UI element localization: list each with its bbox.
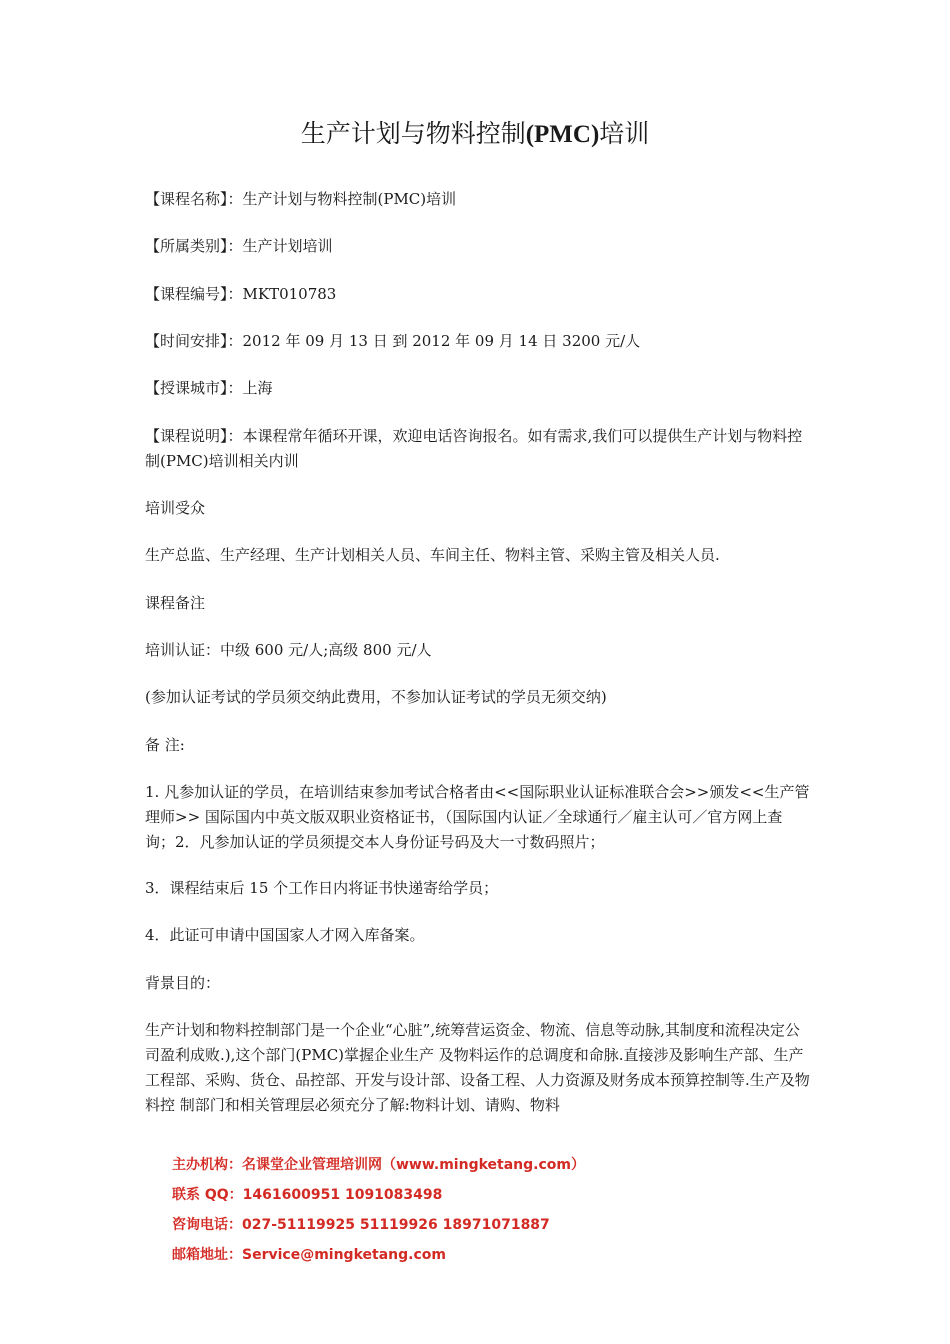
- course-code-line: 【课程编号】：MKT010783: [145, 285, 337, 303]
- title-text-pre: 生产计划与物料控制: [300, 119, 526, 148]
- contact-email: 邮箱地址：Service@mingketang.com: [172, 1247, 446, 1263]
- notes-item-4: 4．此证可申请中国国家人才网入库备案。: [145, 926, 425, 944]
- host-organization: 主办机构：名课堂企业管理培训网（www.mingketang.com）: [172, 1157, 585, 1173]
- audience-text: 生产总监、生产经理、生产计划相关人员、车间主任、物料主管、采购主管及相关人员.: [145, 546, 720, 564]
- audience-heading: 培训受众: [145, 499, 206, 517]
- title-text-post: 培训: [599, 119, 650, 148]
- city-line: 【授课城市】：上海: [145, 379, 273, 397]
- notes-item-1-2: 1. 凡参加认证的学员，在培训结束参加考试合格者由<<国际职业认证标准联合会>>颁发<<生产管理师>> 国际国内中英文版双职业资格证书，（国际国内认证／全球通行／雇主认可／官方网上查询；2．凡参加认证的学员须提交本人身份证号码及大一寸数码照片；: [145, 783, 810, 851]
- course-name-line: 【课程名称】：生产计划与物料控制(PMC)培训: [145, 190, 457, 208]
- category-line: 【所属类别】：生产计划培训: [145, 237, 333, 255]
- page-title: [0, 116, 950, 153]
- certification-note: (参加认证考试的学员须交纳此费用，不参加认证考试的学员无须交纳): [145, 688, 607, 706]
- background-text: 生产计划和物料控制部门是一个企业“心脏”,统筹营运资金、物流、信息等动脉,其制度和流程决定公司盈利成败.),这个部门(PMC)掌握企业生产 及物料运作的总调度和命脉.直接涉及影响生产部、生产工程部、采购、货仓、品控部、开发与设计部、设备工程、人力资源及财务成本预算控制等.生产及物料控 制部门和相关管理层必须充分了解:物料计划、请购、物料: [145, 1021, 810, 1114]
- title-text-bold: (PMC): [525, 121, 600, 148]
- contact-qq: 联系 QQ：1461600951 1091083498: [172, 1187, 443, 1203]
- contact-phone: 咨询电话：027-51119925 51119926 18971071887: [172, 1217, 550, 1233]
- schedule-line: 【时间安排】：2012 年 09 月 13 日 到 2012 年 09 月 14 日 3200 元/人: [145, 332, 641, 350]
- notes-item-3: 3．课程结束后 15 个工作日内将证书快递寄给学员；: [145, 879, 499, 897]
- certification-fee: 培训认证：中级 600 元/人;高级 800 元/人: [145, 641, 432, 659]
- contact-footer: [172, 1150, 732, 1270]
- background-heading: 背景目的：: [145, 974, 221, 992]
- remarks-heading: 课程备注: [145, 594, 206, 612]
- course-description: 【课程说明】：本课程常年循环开课，欢迎电话咨询报名。如有需求,我们可以提供生产计划与物料控制(PMC)培训相关内训: [145, 427, 803, 470]
- notes-heading: 备 注:: [145, 736, 185, 754]
